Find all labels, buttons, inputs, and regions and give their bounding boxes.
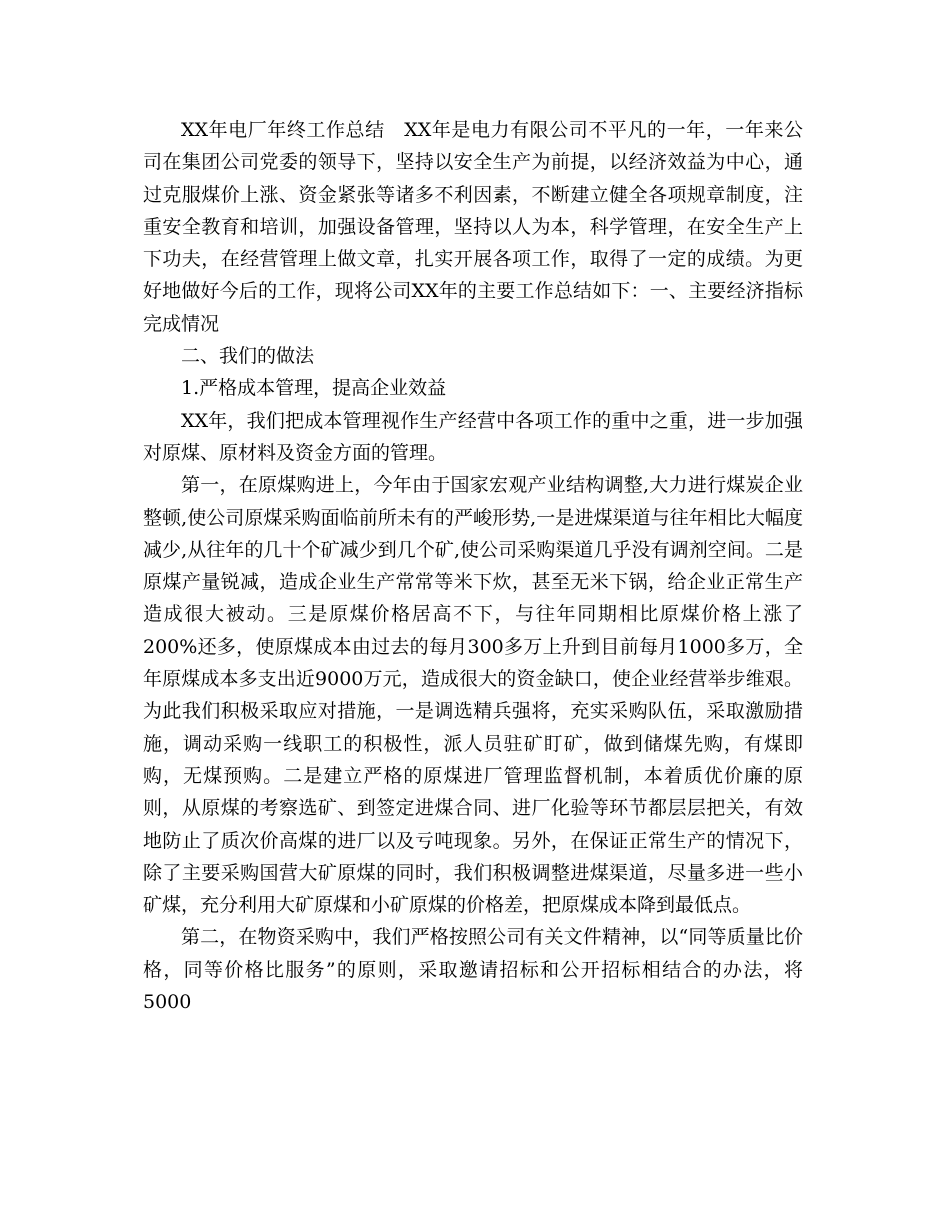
paragraph-coal-purchase: 第一，在原煤购进上，今年由于国家宏观产业结构调整,大力进行煤炭企业整顿,使公司原煤采购面临前所未有的严峻形势,一是进煤渠道与往年相比大幅度减少,从往年的几十个矿减少到几个矿,使公司采购渠道几乎没有调剂空间。二是原煤产量锐减，造成企业生产常常等米下炊，甚至无米下锅，给企业正常生产造成很大被动。三是原煤价格居高不下，与往年同期相比原煤价格上涨了200%还多，使原煤成本由过去的每月300多万上升到目前每月1000多万，全年原煤成本多支出近9000万元，造成很大的资金缺口，使企业经营举步维艰。为此我们积极采取应对措施，一是调选精兵强将，充实采购队伍，采取激励措施，调动采购一线职工的积极性，派人员驻矿盯矿，做到储煤先购，有煤即购，无煤预购。二是建立严格的原煤进厂管理监督机制，本着质优价廉的原则，从原煤的考察选矿、到签定进煤合同、进厂化验等环节都层层把关，有效地防止了质次价高煤的进厂以及亏吨现象。另外，在保证正常生产的情况下，除了主要采购国营大矿原煤的同时，我们积极调整进煤渠道，尽量多进一些小矿煤，充分利用大矿原煤和小矿原煤的价格差，把原煤成本降到最低点。 [143, 474, 803, 917]
paragraph-section-heading: 二、我们的做法 [181, 345, 315, 368]
paragraph-subheading: 1.严格成本管理，提高企业效益 [181, 377, 447, 400]
paragraph-cost-management: XX年，我们把成本管理视作生产经营中各项工作的重中之重，进一步加强对原煤、原材料及资金方面的管理。 [143, 409, 803, 464]
paragraph-material-purchase: 第二，在物资采购中，我们严格按照公司有关文件精神，以“同等质量比价格，同等价格比服务”的原则，采取邀请招标和公开招标相结合的办法，将5000 [143, 926, 803, 1014]
paragraph-intro: XX年电厂年终工作总结 XX年是电力有限公司不平凡的一年，一年来公司在集团公司党委的领导下，坚持以安全生产为前提，以经济效益为中心，通过克服煤价上涨、资金紧张等诸多不利因素，不断建立健全各项规章制度，注重安全教育和培训，加强设备管理，坚持以人为本，科学管理，在安全生产上下功夫，在经营管理上做文章，扎实开展各项工作，取得了一定的成绩。为更好地做好今后的工作，现将公司XX年的主要工作总结如下：一、主要经济指标完成情况 [143, 119, 803, 335]
document-body [143, 114, 803, 1018]
